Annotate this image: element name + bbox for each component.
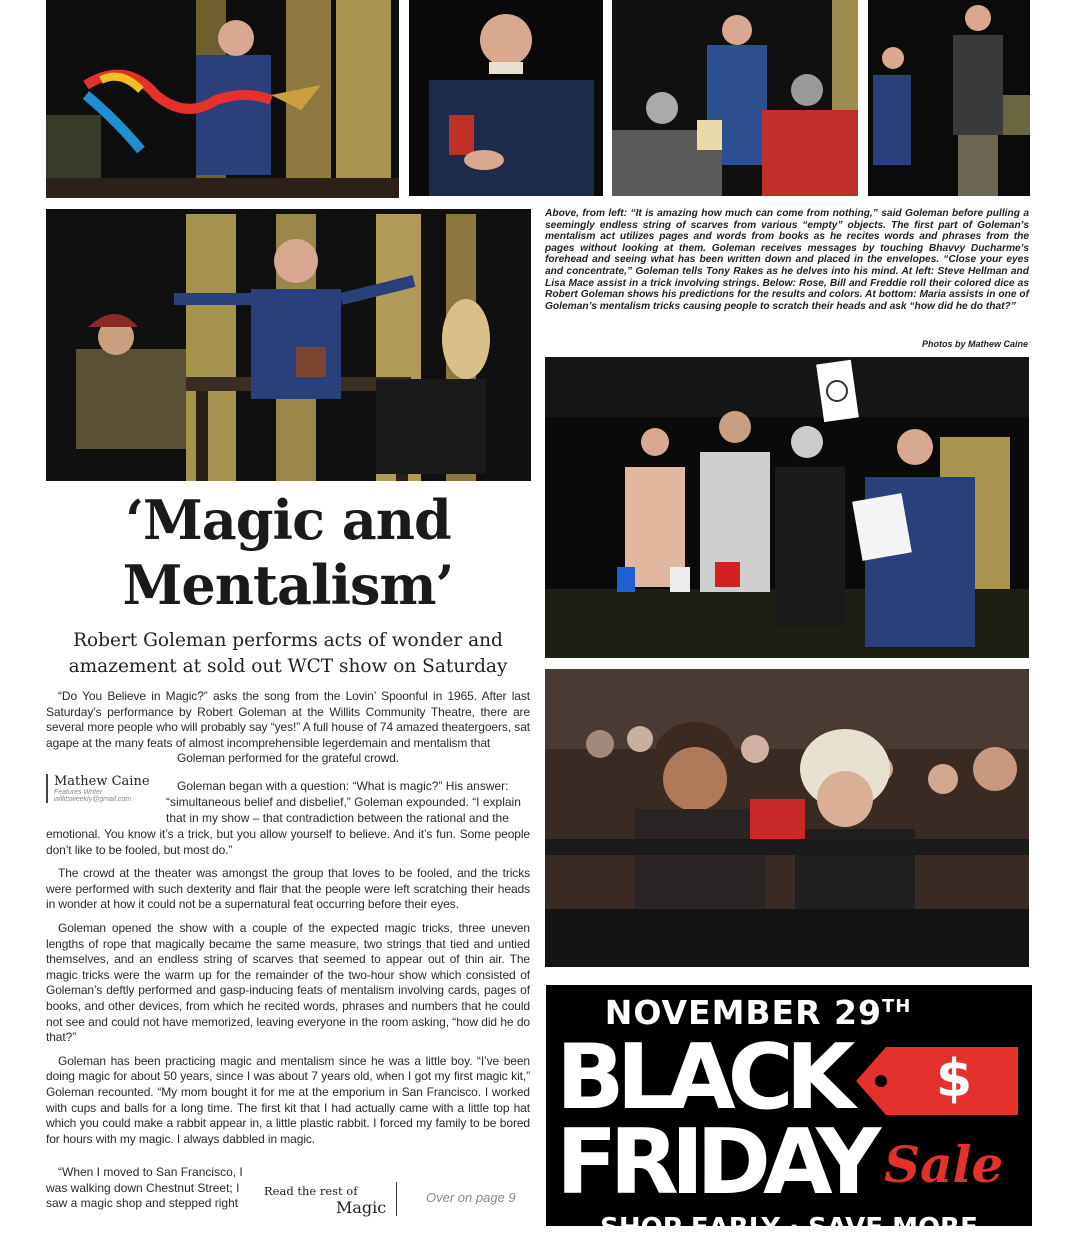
- ad-bottom-tagline: SHOP EARLY · SAVE MORE: [600, 1213, 978, 1243]
- photo-stage-main: [46, 209, 531, 481]
- para2-tail: emotional. You know it’s a trick, but you allow yourself to believe. And it’s fun. Some people don’t like to be fooled, but most do.”: [46, 827, 530, 857]
- black-friday-ad[interactable]: [546, 985, 1032, 1243]
- ad-sale: Sale: [884, 1135, 1004, 1194]
- continued-jump[interactable]: [264, 1182, 530, 1218]
- byline-role: Features Writer: [54, 789, 103, 796]
- para4: Goleman opened the show with a couple of the expected magic tricks, three uneven lengths of rope that magically became the same measure, two strings that tied and untied themselves, and an endless string of scarves that seemed to appear out of thin air. The magic tricks were the warm up for the remainder of the two-hour show which consisted of Goleman’s deftly performed and gasp-inducing feats of mentalism involving cards, pages of books, and other devices, from which he recited words, phrases and numbers that he could not see and could not have memorized, leaving everyone in the room asking, “how did he do that?”: [46, 920, 530, 1045]
- photo-credit: Photos by Mathew Caine: [921, 339, 1028, 349]
- jump-divider: [396, 1182, 397, 1216]
- photo-scarves: [46, 0, 399, 198]
- photo-dice-trick: [545, 357, 1029, 658]
- jump-topic: Magic: [336, 1198, 387, 1217]
- jump-page: Over on page 9: [426, 1190, 516, 1205]
- subhead-line-2: amazement at sold out WCT show on Saturday: [68, 656, 508, 677]
- ad-date-sup: TH: [881, 996, 912, 1017]
- byline: [46, 774, 164, 803]
- article-intro: [46, 689, 530, 767]
- headline-line-2: Mentalism’: [122, 553, 454, 617]
- photo-audience: [545, 669, 1029, 967]
- ad-word-friday: FRIDAY: [556, 1110, 874, 1215]
- para2-top-a: Goleman began with a question: “What is magic?” His answer:: [177, 779, 509, 793]
- byline-email[interactable]: willitsweekly@gmail.com: [54, 796, 132, 803]
- ad-word-black: BLACK: [556, 1025, 848, 1130]
- intro-paragraph: “Do You Believe in Magic?” asks the song from the Lovin’ Spoonful in 1965. After last Saturday’s performance by Robert Goleman at the Willits Community Theatre, there are several more people who will probably say “yes!” A full house of 74 amazed theatergoers, sat agape at the many feats of almost incomprehensible legerdemain and mentalism that: [46, 689, 530, 750]
- para6-line-3: saw a magic shop and stepped right: [46, 1196, 239, 1211]
- subheadline: [46, 628, 530, 680]
- ad-date-text: NOVEMBER 29: [604, 993, 882, 1032]
- para6-line-1: “When I moved to San Francisco, I: [58, 1165, 243, 1179]
- jump-read: Read the rest of: [264, 1184, 358, 1198]
- byline-name: Mathew Caine: [54, 774, 150, 789]
- para5: Goleman has been practicing magic and mentalism since he was a little boy. “I’ve been doing magic for about 50 years, since I was about 7 years old, when I got my first magic kit,” Goleman recounted. “My mom bought it for me at the emporium in San Francisco. I worked with cups and balls for a long time. The first kit that I had actually came with a little top hat which you could make a rabbit appear in, a little plastic rabbit. I forced my family to be bored for hours with my magic. I always dabbled in magic.: [46, 1053, 530, 1146]
- photo-assistant: [868, 0, 1030, 196]
- para3: The crowd at the theater was amongst the group that loves to be fooled, and the tricks were performed with such dexterity and flair that the people were left scratching their heads in wonder at how it could not be a supernatural feat occurring before their eyes.: [46, 866, 530, 912]
- para6-line-2: was walking down Chestnut Street; I: [46, 1180, 240, 1195]
- subhead-line-1: Robert Goleman performs acts of wonder and: [73, 630, 503, 651]
- para2-rest: [46, 827, 530, 1155]
- para6: [46, 1165, 258, 1212]
- para2-top-b: “simultaneous belief and disbelief,” Goleman expounded. “I explain: [166, 795, 521, 809]
- intro-end: Goleman performed for the grateful crowd.: [176, 751, 399, 766]
- photo-book: [409, 0, 603, 196]
- para2-top-c: that in my show – that contradiction between the rational and the: [166, 811, 509, 825]
- photo-caption: Above, from left: “It is amazing how much can come from nothing,” said Goleman before pulling a seemingly endless string of scarves from various “empty” objects. The first part of Goleman’s mentalism act utilizes pages and words from books as he recites words and phrases from the pages without looking at them. Goleman receives messages by touching Bhavvy Ducharme’s forehead and seeing what has been written down and placed in the envelopes. “Close your eyes and concentrate,” Goleman tells Tony Rakes as he delves into his mind. At left: Steve Hellman and Lisa Mace assist in a trick involving strings. Below: Rose, Bill and Freddie roll their colored dice as Robert Goleman shows his predictions for the results and colors. At bottom: Maria assists in one of Goleman’s mentalism tricks causing people to scratch their heads and ask “how did he do that?”: [545, 208, 1029, 312]
- headline: [46, 488, 530, 618]
- photo-forehead: [612, 0, 858, 196]
- headline-line-1: ‘Magic and: [125, 488, 451, 552]
- price-tag-icon: [856, 1047, 1018, 1115]
- ad-tag-symbol: $: [936, 1049, 973, 1109]
